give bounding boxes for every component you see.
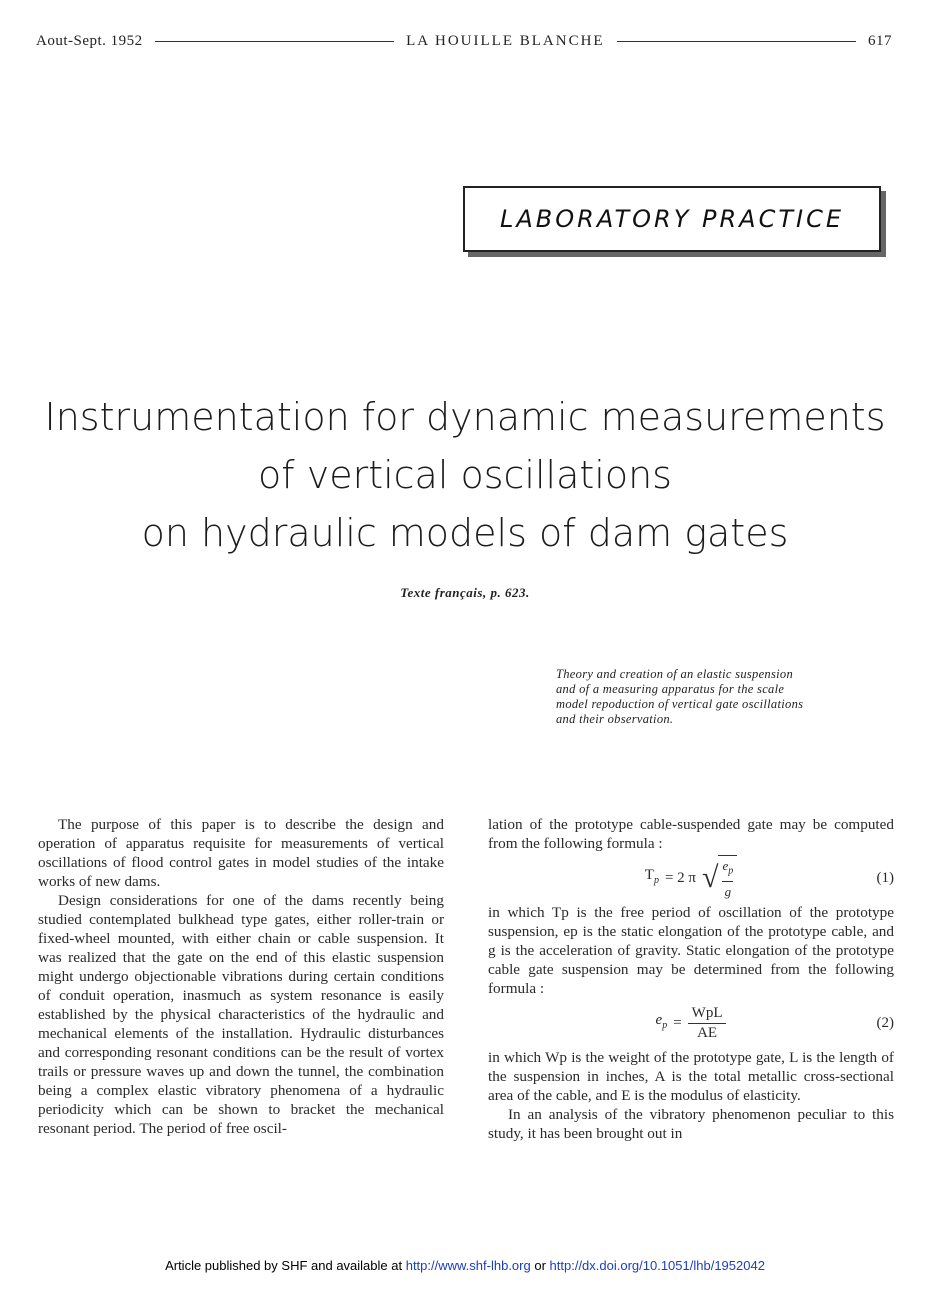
publication-footer [0,1258,930,1273]
running-head [36,30,892,52]
header-date: Aout-Sept. 1952 [36,32,143,49]
section-label: LABORATORY PRACTICE [500,205,844,233]
section-label-box [463,186,881,252]
paragraph: The purpose of this paper is to describe the design and operation of apparatus requisite for measurements of vertical oscillations of flood control gates in model studies of the intake works of new dams. [38,816,444,890]
title-line-2: of vertical oscillations [258,453,672,497]
left-column [38,815,444,1138]
footer-or: or [534,1258,546,1273]
french-text-reference: Texte français, p. 623. [400,585,530,600]
footer-link-shf[interactable]: http://www.shf-lhb.org [405,1258,531,1273]
title-line-3: on hydraulic models of dam gates [141,511,789,555]
eq1-sqrt: √ $e_p$ g [702,855,737,901]
page-number: 617 [868,32,892,49]
equation-2 [488,998,894,1048]
eq1-lhs: $T_p$ [644,867,659,886]
header-rule-right [617,41,856,42]
paragraph: Design considerations for one of the dams recently being studied contemplated bulkhead type gates, either roller-train or fixed-wheel mounted, with either chain or cable suspension. It was realized that the gate on the end of this elastic suspension might undergo objectionable vibrations during certain conditions of conduit operation, inasmuch as system resonance is easily established by the physical characteristics of the hydraulic and mechanical elements of the installation. Hydraulic disturbances and corresponding resonant conditions can be the result of vortex trails or pressure waves up and down the tunnel, the combination being a complex elastic vibratory phenomena of a hydraulic periodicity which can be shown to bracket the mechanical resonant period. The period of free oscil- [38,892,444,1137]
title-line-1: Instrumentation for dynamic measurements [44,395,886,439]
paragraph: lation of the prototype cable-suspended gate may be computed from the following formula : [488,816,894,852]
article-title [30,388,900,562]
abstract-line: and their observation. [556,712,674,726]
paragraph: In an analysis of the vibratory phenomenon peculiar to this study, it has been brought out in [488,1106,894,1142]
eq1-number: (1) [876,870,894,886]
paragraph: in which Wp is the weight of the prototype gate, L is the length of the suspension in inches, A is the total metallic cross-sectional area of the cable, and E is the modulus of elasticity. [488,1049,894,1104]
paragraph: in which Tp is the free period of oscillation of the prototype suspension, ep is the static elongation of the prototype cable, and g is the acceleration of gravity. Static elongation of the prototype cable gate suspension may be determined from the following formula : [488,904,894,997]
eq2-equals: = [673,1014,682,1031]
footer-link-doi[interactable]: http://dx.doi.org/10.1051/lhb/1952042 [549,1258,765,1273]
abstract [556,667,896,727]
abstract-line: model repoduction of vertical gate oscillations [556,697,804,711]
eq2-fraction: $\frac{\text{WpL}}{AE}$ [688,1004,727,1043]
eq1-prefix: = 2 π [664,869,696,886]
abstract-line: and of a measuring apparatus for the scale [556,682,785,696]
journal-name: LA HOUILLE BLANCHE [406,32,605,49]
equation-1 [488,853,894,903]
eq2-lhs: $e_p$ [655,1012,668,1031]
header-rule-left [155,41,394,42]
abstract-line: Theory and creation of an elastic suspension [556,667,794,681]
footer-prefix: Article published by SHF and available at [165,1258,403,1273]
eq2-number: (2) [876,1015,894,1031]
right-column [488,815,894,1143]
